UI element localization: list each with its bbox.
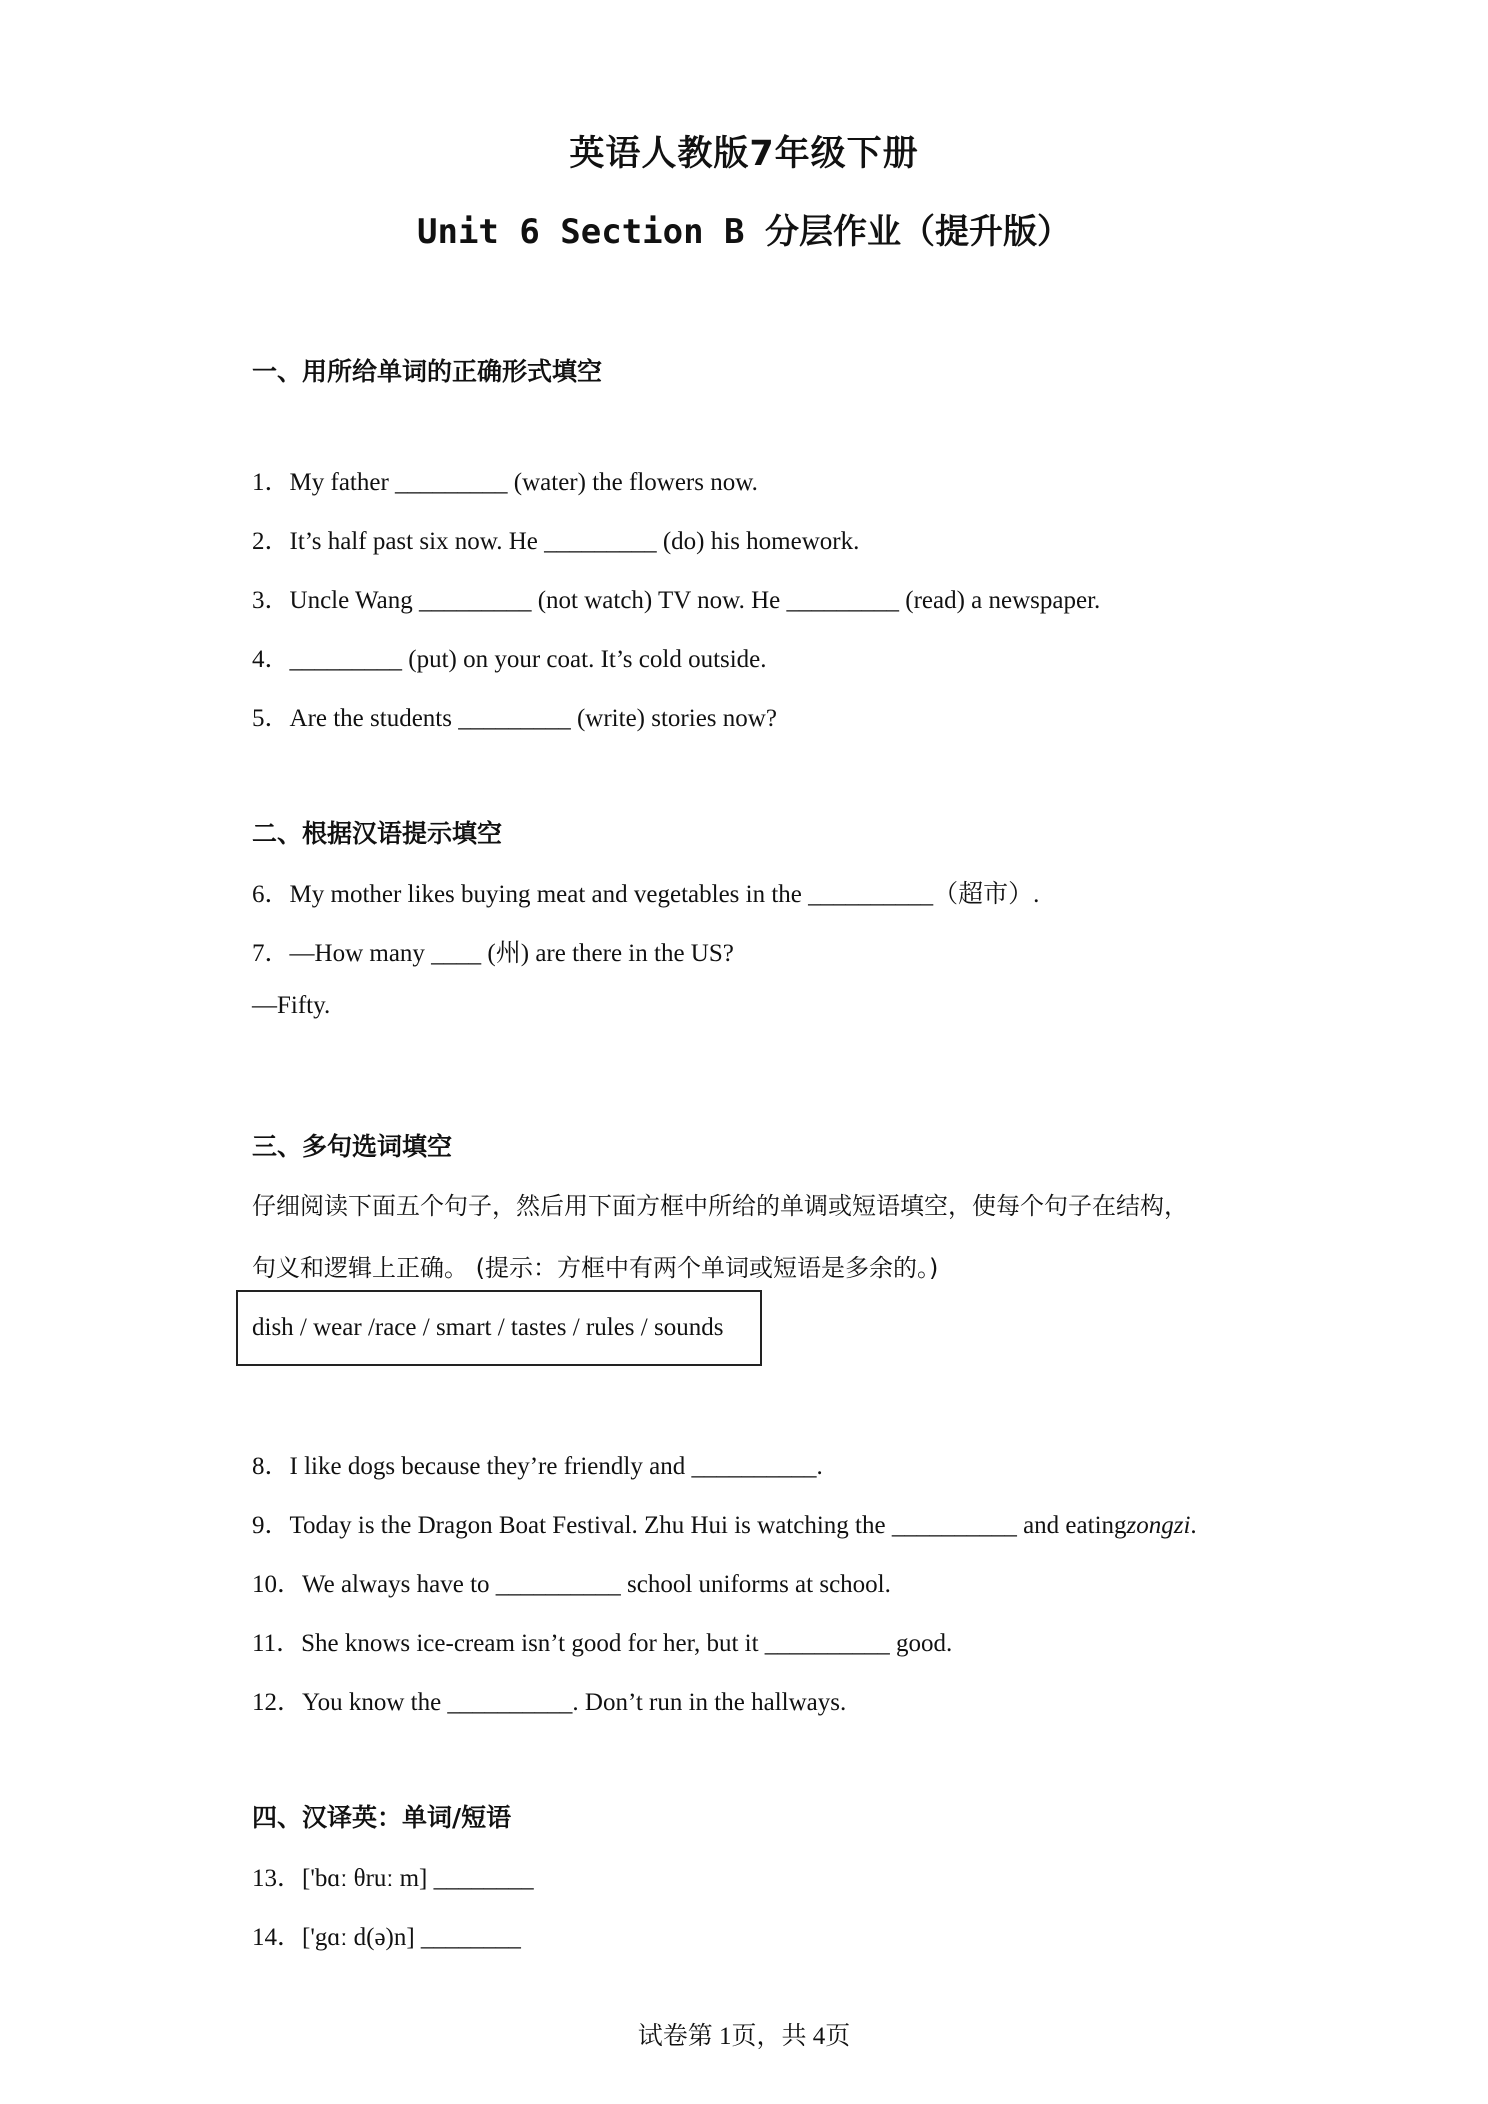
question-number: 7． — [252, 940, 290, 967]
section-heading-4: 四、汉译英：单词/短语 — [252, 1803, 512, 1832]
question-text: My father _________ (water) the flowers now. — [289, 469, 758, 496]
question-4 — [252, 639, 767, 675]
question-text: My mother likes buying meat and vegetables in the __________（超市）. — [289, 881, 1040, 908]
question-7 — [252, 933, 734, 969]
section-heading-1: 一、用所给单词的正确形式填空 — [252, 357, 603, 386]
question-number: 4． — [252, 646, 290, 673]
document-title: 英语人教版7年级下册 — [569, 134, 919, 174]
question-text-after: . — [1190, 1512, 1197, 1539]
question-text: She knows ice-cream isn’t good for her, but it __________ good. — [301, 1630, 953, 1657]
question-number: 10． — [252, 1571, 303, 1598]
document-subtitle: Unit 6 Section B 分层作业（提升版） — [417, 212, 1071, 252]
question-5 — [252, 698, 777, 734]
question-6 — [252, 874, 1039, 910]
question-2 — [252, 521, 859, 557]
question-14 — [252, 1917, 521, 1953]
question-text: ['bɑː θruː m] ________ — [302, 1865, 534, 1892]
question-text-italic: zongzi — [1126, 1512, 1191, 1539]
question-text: It’s half past six now. He _________ (do) his homework. — [289, 528, 860, 555]
question-number: 5． — [252, 705, 290, 732]
instruction-line-2: 句义和逻辑上正确。 (提示：方框中有两个单词或短语是多余的。) — [252, 1254, 939, 1282]
question-10 — [252, 1564, 891, 1600]
question-number: 1． — [252, 469, 290, 496]
question-text: Are the students _________ (write) stories now? — [289, 705, 777, 732]
question-1 — [252, 462, 758, 498]
instruction-line-1: 仔细阅读下面五个句子，然后用下面方框中所给的单调或短语填空，使每个句子在结构， — [252, 1192, 1188, 1220]
question-3 — [252, 580, 1100, 616]
question-number: 12． — [252, 1689, 303, 1716]
word-box-text: dish / wear /race / smart / tastes / rules / sounds — [252, 1314, 724, 1341]
question-number: 14． — [252, 1924, 303, 1951]
question-text: You know the __________. Don’t run in the hallways. — [302, 1689, 847, 1716]
question-number: 8． — [252, 1453, 290, 1480]
question-text-before: Today is the Dragon Boat Festival. Zhu Hui is watching the __________ and eating — [289, 1512, 1127, 1539]
question-9 — [252, 1505, 1197, 1541]
question-number: 6． — [252, 881, 290, 908]
question-text: ['gɑː d(ə)n] ________ — [302, 1924, 521, 1951]
question-text: We always have to __________ school uniforms at school. — [302, 1571, 891, 1598]
answer-line — [252, 992, 330, 1020]
question-11 — [252, 1623, 952, 1659]
question-number: 2． — [252, 528, 290, 555]
answer-text: —Fifty. — [252, 992, 331, 1019]
question-text: _________ (put) on your coat. It’s cold outside. — [289, 646, 767, 673]
word-box — [236, 1290, 762, 1366]
question-text: —How many ____ (州) are there in the US? — [289, 940, 734, 967]
question-number: 3． — [252, 587, 290, 614]
section-heading-3: 三、多句选词填空 — [252, 1132, 453, 1161]
question-number: 9． — [252, 1512, 290, 1539]
question-number: 13． — [252, 1865, 303, 1892]
section-heading-2: 二、根据汉语提示填空 — [252, 819, 503, 848]
question-8 — [252, 1446, 823, 1482]
question-12 — [252, 1682, 846, 1718]
question-13 — [252, 1858, 534, 1894]
page-footer: 试卷第 1页，共 4页 — [637, 2023, 851, 2050]
question-text: I like dogs because they’re friendly and __________. — [289, 1453, 823, 1480]
question-text: Uncle Wang _________ (not watch) TV now. He _________ (read) a newspaper. — [289, 587, 1101, 614]
question-number: 11． — [252, 1630, 302, 1657]
